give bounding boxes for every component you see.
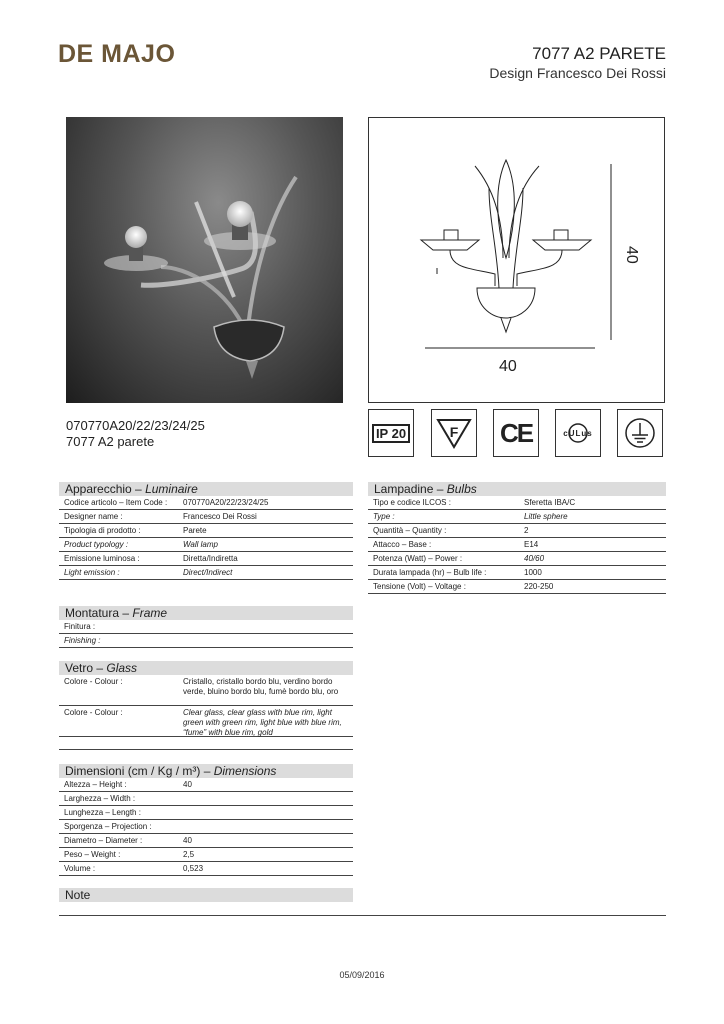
table-row (59, 737, 353, 750)
glass-title: Vetro (65, 661, 94, 675)
row-key: Light emission : (64, 568, 120, 577)
row-value: Little sphere (524, 512, 568, 521)
table-row (59, 778, 353, 792)
table-row (59, 806, 353, 820)
luminaire-header: Apparecchio – Luminaire (59, 482, 353, 496)
dimensions-title-en: Dimensions (213, 764, 277, 778)
table-row (368, 496, 666, 510)
row-key: Tensione (Volt) – Voltage : (373, 582, 466, 591)
row-value: Francesco Dei Rossi (183, 512, 257, 521)
product-name: 7077 A2 parete (66, 434, 155, 449)
row-key: Diametro – Diameter : (64, 836, 143, 845)
table-row (59, 620, 353, 634)
bulbs-section (368, 482, 666, 594)
row-value: 2,5 (183, 850, 195, 859)
product-title: 7077 A2 PARETE (532, 44, 666, 63)
brand-logo: DE MAJO (58, 40, 176, 68)
table-row (59, 820, 353, 834)
row-key: Quantità – Quantity : (373, 526, 447, 535)
frame-title: Montatura (65, 606, 120, 620)
footer-date: 05/09/2016 (339, 970, 385, 980)
luminaire-title-en: Luminaire (145, 482, 198, 496)
row-key: Larghezza – Width : (64, 794, 136, 803)
row-key: Peso – Weight : (64, 850, 121, 859)
bulbs-title-en: Bulbs (446, 482, 477, 496)
row-key: Finishing : (64, 636, 101, 645)
product-photo (66, 117, 343, 403)
table-row (59, 538, 353, 552)
row-value: 40 (183, 780, 192, 789)
row-value: Cristallo, cristallo bordo blu, verdino bordo verde, bluino bordo blu, fumè bordo blu, oro (183, 677, 339, 696)
row-key: Lunghezza – Length : (64, 808, 141, 817)
bulbs-header: Lampadine – Bulbs (368, 482, 666, 496)
product-code: 070770A20/22/23/24/25 (66, 418, 205, 433)
table-row (59, 792, 353, 806)
table-row (59, 848, 353, 862)
table-row (59, 634, 353, 648)
row-key: Durata lampada (hr) – Bulb life : (373, 568, 487, 577)
ul-icon (555, 409, 601, 457)
row-key: Product typology : (64, 540, 129, 549)
row-key: Altezza – Height : (64, 780, 127, 789)
ce-icon (493, 409, 539, 457)
row-value: Direct/Indirect (183, 568, 233, 577)
row-key: Type : (373, 512, 395, 521)
row-value: Parete (183, 526, 207, 535)
row-key: Emissione luminosa : (64, 554, 140, 563)
ul-label: cULus (563, 428, 593, 438)
ground-icon (617, 409, 663, 457)
table-row (59, 496, 353, 510)
dimensions-section (59, 764, 353, 876)
row-value: Wall lamp (183, 540, 218, 549)
row-key: Attacco – Base : (373, 540, 432, 549)
row-value: Clear glass, clear glass with blue rim, light green with green rim, light blue with blue rim, “fume” with blue rim, gold (183, 708, 342, 737)
table-row (59, 510, 353, 524)
row-value: Sferetta IBA/C (524, 498, 576, 507)
dimensions-header: Dimensioni (cm / Kg / m³) – Dimensions (59, 764, 353, 778)
row-key: Finitura : (64, 622, 96, 631)
row-key: Volume : (64, 864, 96, 873)
row-key: Tipo e codice ILCOS : (373, 498, 451, 507)
frame-header: Montatura – Frame (59, 606, 353, 620)
row-key: Colore - Colour : (64, 677, 123, 686)
table-row (59, 862, 353, 876)
drawing-width-label: 40 (499, 358, 517, 375)
table-row (59, 834, 353, 848)
table-row (368, 552, 666, 566)
row-value: 2 (524, 526, 529, 535)
row-key: Designer name : (64, 512, 123, 521)
table-row (59, 524, 353, 538)
table-row (368, 538, 666, 552)
table-row (368, 510, 666, 524)
row-value: 0,523 (183, 864, 204, 873)
note-header: Note (59, 888, 353, 902)
glass-title-en: Glass (106, 661, 138, 675)
luminaire-section (59, 482, 353, 580)
ip20-label: IP 20 (372, 424, 410, 443)
bulbs-title: Lampadine (374, 482, 434, 496)
row-value: E14 (524, 540, 539, 549)
row-value: 220-250 (524, 582, 554, 591)
frame-title-en: Frame (132, 606, 168, 620)
table-row (368, 566, 666, 580)
glass-header: Vetro – Glass (59, 661, 353, 675)
row-key: Colore - Colour : (64, 708, 123, 717)
technical-drawing (368, 117, 665, 403)
ce-label: CE (499, 417, 533, 448)
f-mark-label: F (449, 424, 459, 440)
f-mark-icon (431, 409, 477, 457)
designer-subtitle: Design Francesco Dei Rossi (489, 65, 666, 81)
table-row (59, 706, 353, 737)
frame-section (59, 606, 353, 648)
row-value: 070770A20/22/23/24/25 (183, 498, 269, 507)
row-value: 40 (183, 836, 192, 845)
dimensions-title: Dimensioni (cm / Kg / m³) (65, 764, 201, 778)
table-row (368, 580, 666, 594)
row-key: Tipologia di prodotto : (64, 526, 141, 535)
row-value: Diretta/Indiretta (183, 554, 238, 563)
note-section (59, 888, 353, 902)
row-value: 1000 (524, 568, 542, 577)
drawing-height-label: 40 (623, 246, 640, 264)
table-row (59, 566, 353, 580)
row-key: Sporgenza – Projection : (64, 822, 152, 831)
glass-section (59, 661, 353, 750)
ip20-icon (368, 409, 414, 457)
row-key: Potenza (Watt) – Power : (373, 554, 463, 563)
luminaire-title: Apparecchio (65, 482, 132, 496)
table-row (368, 524, 666, 538)
table-row (59, 675, 353, 706)
row-value: 40/60 (524, 554, 545, 563)
table-row (59, 552, 353, 566)
footer-divider (59, 915, 666, 916)
row-key: Codice articolo – Item Code : (64, 498, 168, 507)
